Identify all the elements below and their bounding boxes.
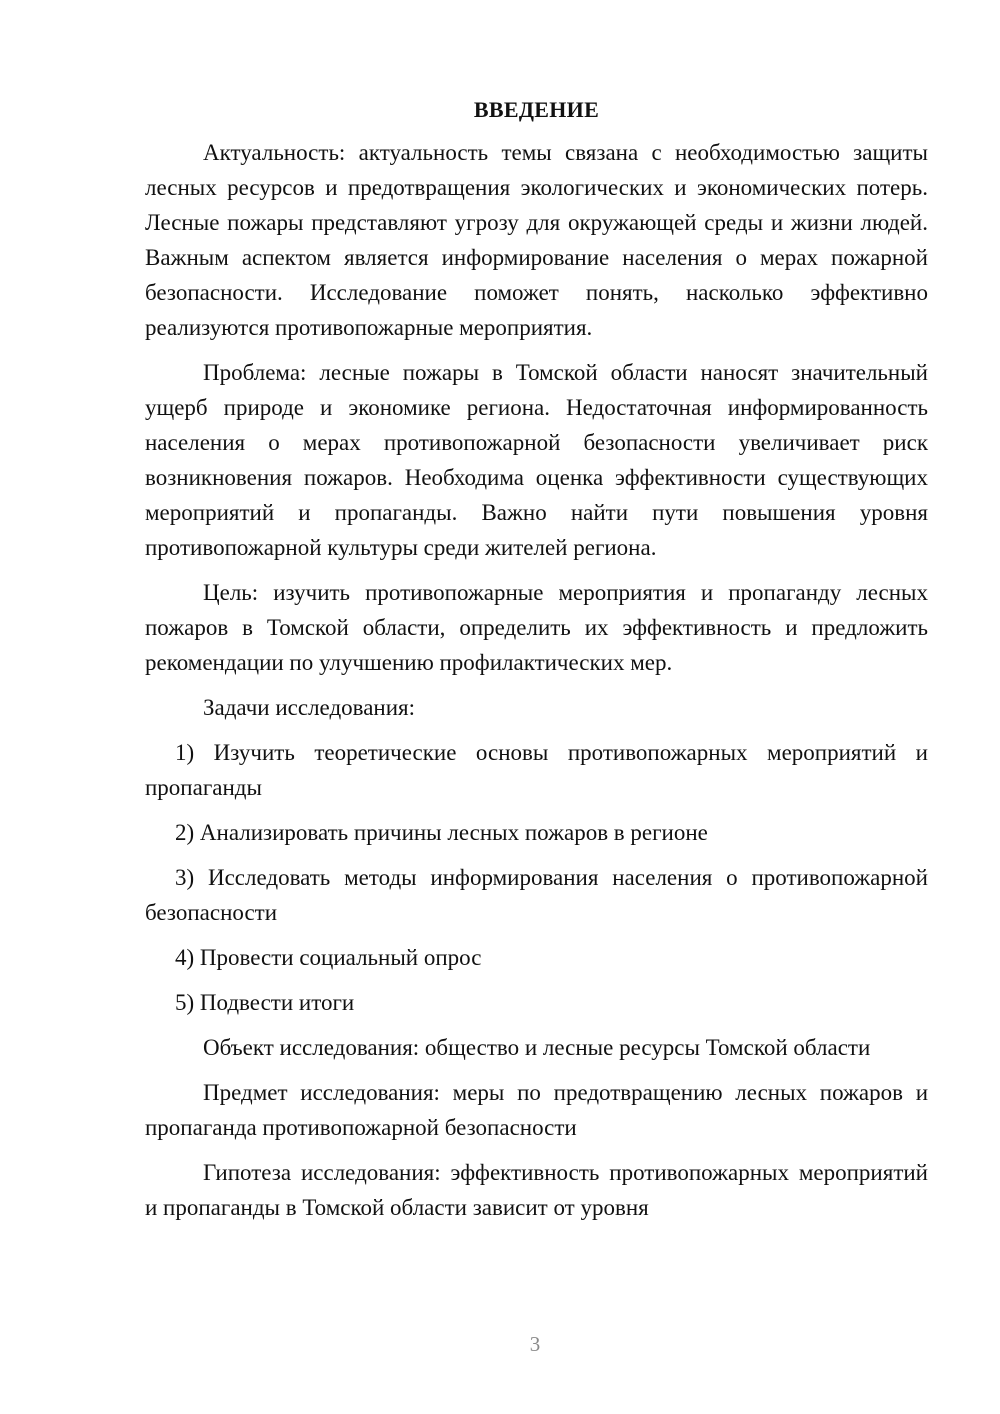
task-item-2: 2) Анализировать причины лесных пожаров в регионе [175, 820, 708, 845]
paragraph-subject: Предмет исследования: меры по предотвращению лесных пожаров и пропаганда противопожарной безопасности [145, 1080, 928, 1140]
page-content [145, 92, 928, 1235]
paragraph-goal: Цель: изучить противопожарные мероприятия и пропаганду лесных пожаров в Томской области, определить их эффективность и предложить рекомендации по улучшению профилактических мер. [145, 580, 928, 675]
paragraph-problem: Проблема: лесные пожары в Томской области наносят значительный ущерб природе и экономике региона. Недостаточная информированность населения о мерах противопожарной безопасности увеличивает риск возникновения пожаров. Необходима оценка эффективности существующих мероприятий и пропаганды. Важно найти пути повышения уровня противопожарной культуры среди жителей региона. [145, 360, 928, 560]
task-item-5: 5) Подвести итоги [175, 990, 355, 1015]
task-item-4: 4) Провести социальный опрос [175, 945, 482, 970]
section-title: ВВЕДЕНИЕ [473, 97, 600, 122]
paragraph-relevance: Актуальность: актуальность темы связана с необходимостью защиты лесных ресурсов и предотвращения экологических и экономических потерь. Лесные пожары представляют угрозу для окружающей среды и жизни людей. Важным аспектом является информирование населения о мерах пожарной безопасности. Исследование поможет понять, насколько эффективно реализуются противопожарные мероприятия. [145, 140, 928, 340]
task-item-3: 3) Исследовать методы информирования населения о противопожарной безопасности [145, 865, 928, 925]
paragraph-hypothesis: Гипотеза исследования: эффективность противопожарных мероприятий и пропаганды в Томской области зависит от уровня [145, 1160, 928, 1220]
tasks-heading: Задачи исследования: [203, 695, 416, 720]
paragraph-object: Объект исследования: общество и лесные ресурсы Томской области [203, 1035, 871, 1060]
page-number: 3 [529, 1332, 541, 1356]
task-item-1: 1) Изучить теоретические основы противопожарных мероприятий и пропаганды [145, 740, 928, 800]
